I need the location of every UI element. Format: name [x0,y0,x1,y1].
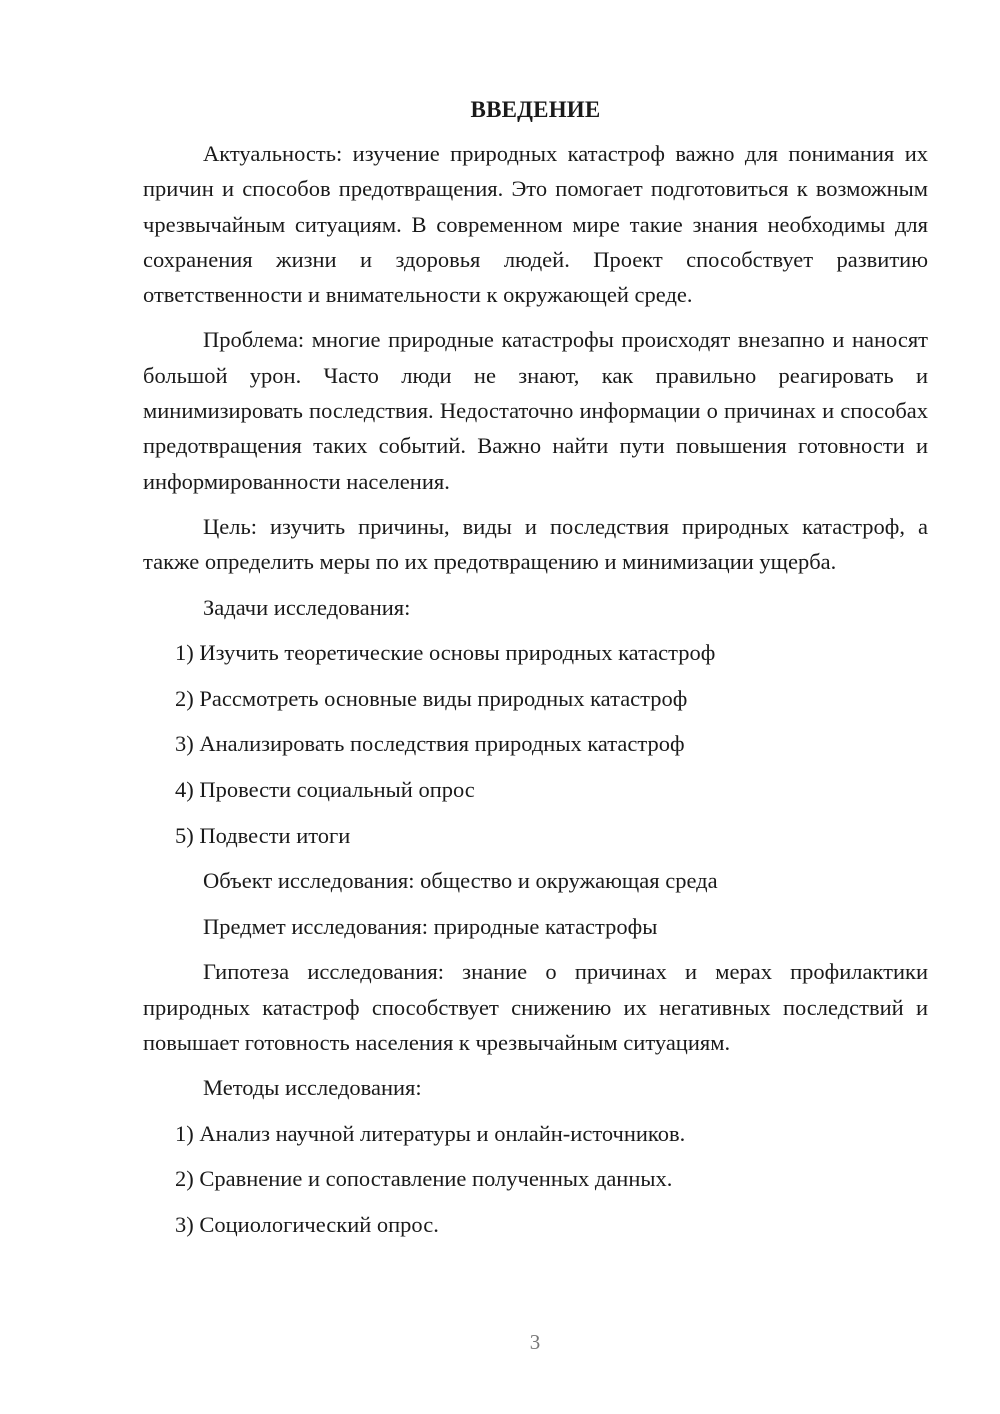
goal-paragraph: Цель: изучить причины, виды и последствия природных катастроф, а также определить меры по их предотвращению и минимизации ущерба. [143,513,928,575]
list-item: 2) Сравнение и сопоставление полученных данных. [175,1166,673,1192]
list-item: 3) Анализировать последствия природных катастроф [175,731,685,757]
list-item: 4) Провести социальный опрос [175,776,475,802]
list-item: 3) Социологический опрос. [175,1211,439,1237]
tasks-heading: Задачи исследования: [203,594,411,620]
list-item: 2) Рассмотреть основные виды природных катастроф [175,685,688,711]
methods-list [143,1116,928,1242]
list-item: 1) Изучить теоретические основы природных катастроф [175,640,716,666]
hypothesis-paragraph: Гипотеза исследования: знание о причинах и мерах профилактики природных катастроф способствует снижению их негативных последствий и повышает готовность населения к чрезвычайным ситуациям. [143,959,928,1055]
tasks-list [143,635,928,852]
page-title: ВВЕДЕНИЕ [470,97,601,122]
list-item: 1) Анализ научной литературы и онлайн-источников. [175,1120,686,1146]
page-number: 3 [529,1330,541,1354]
page-content [143,92,928,1253]
methods-heading: Методы исследования: [203,1075,422,1101]
problem-paragraph: Проблема: многие природные катастрофы происходят внезапно и наносят большой урон. Часто люди не знают, как правильно реагировать и минимизировать последствия. Недостаточно информации о причинах и способах предотвращения таких событий. Важно найти пути повышения готовности и информированности населения. [143,327,928,494]
list-item: 5) Подвести итоги [175,822,351,848]
subject-line: Предмет исследования: природные катастрофы [203,913,658,939]
relevance-paragraph: Актуальность: изучение природных катастроф важно для понимания их причин и способов предотвращения. Это помогает подготовиться к возможным чрезвычайным ситуациям. В современном мире такие знания необходимы для сохранения жизни и здоровья людей. Проект способствует развитию ответственности и внимательности к окружающей среде. [143,141,928,308]
object-line: Объект исследования: общество и окружающая среда [203,868,718,894]
